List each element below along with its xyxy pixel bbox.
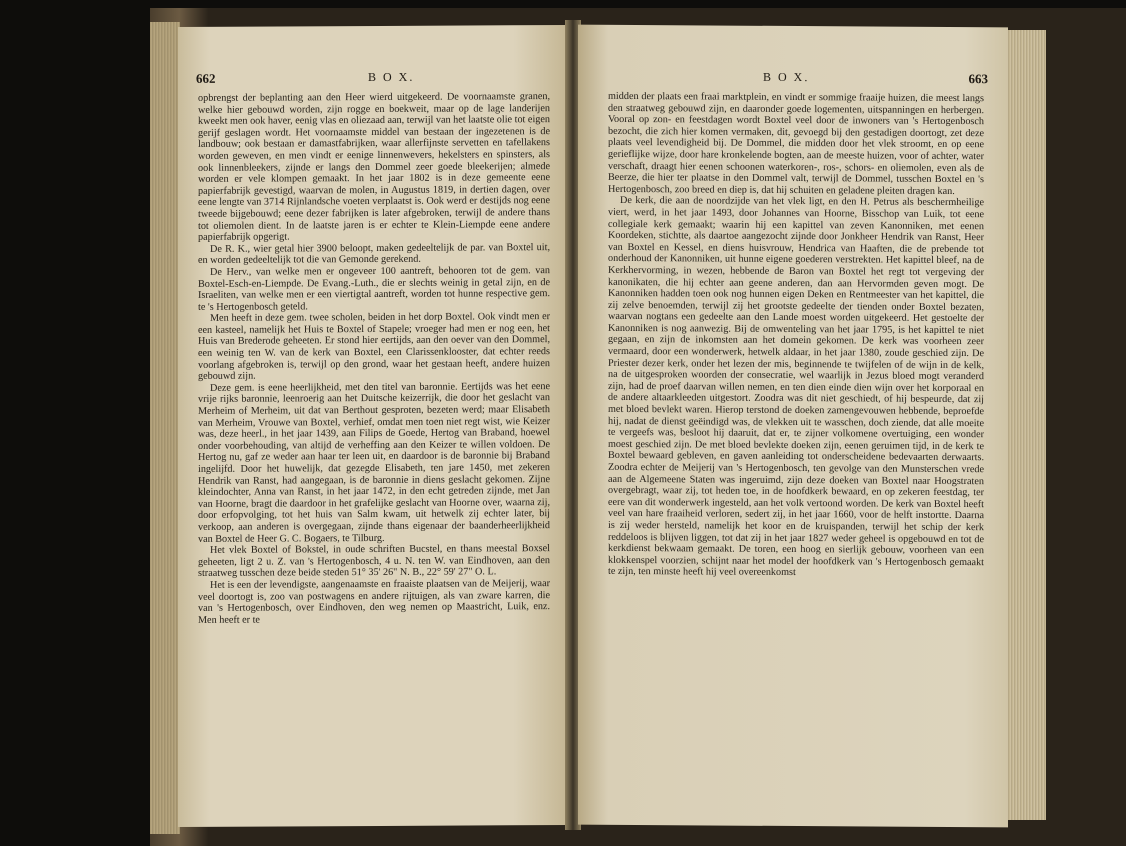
right-page-edges	[1006, 30, 1046, 820]
left-page-text	[198, 91, 550, 626]
right-running-head: B O X.	[763, 69, 810, 85]
right-page	[578, 25, 1008, 828]
paragraph: midden der plaats een fraai marktplein, en vindt er sommige fraaije huizen, die meest langs den straatweg gebouwd zijn, en daaronder goede logementen, uitspanningen en herbergen. Vooral op zon- en feestdagen wordt Boxtel veel door de inwoners van 's Hertogenbosch bezocht, die zich hier komen vermaken, dit, gevoegd bij den gestadigen doortogt, zet deze plaats veel levendigheid bij. De Dommel, die midden door het vlek stroomt, en op eene gerieflijke wijze, door hare kronkelende bogten, aan de meeste huizen, voor of achter, water verschaft, draagt hier eenen schoonen waterkoren-, ros-, schors- en oliemolen, even als de Beerze, die hier ter plaatse in den Dommel valt, terwijl de Dommel, tusschen Boxtel en 's Hertogenbosch, zoo breed en diep is, dat hij schuiten en geladene pleiten dragen kan.	[608, 90, 984, 197]
paragraph: Deze gem. is eene heerlijkheid, met den titel van baronnie. Eertijds was het eene vrije rijks baronnie, leenroerig aan het Duitsche keizerrijk, die door het geslacht van Merheim of Merheim, uit dat van Berthout gesproten, bezeten werd; maar Elisabeth van Merheim, Vrouwe van Boxtel, verhief, omdat men toen niet regt wist, wie Keizer was, deze heerl., in het jaar 1439, aan Filips de Goede, Hertog van Braband, hoewel onder voorbehouding, van altijd de verheffing aan den Keizer te willen voldoen. De Hertog nu, gaf ze weder aan haar ter leen uit, en daardoor is de baronnie bij Braband ingelijfd. Door het huwelijk, dat gezegde Elisabeth, ten jare 1450, met zekeren Hendrik van Ranst, had aangegaan, is de baronnie in diens geslacht gekomen. Zijne kleindochter, Anna van Ranst, in het jaar 1472, in den echt getreden zijnde, met Jan van Hoorne, bragt die daardoor in het grafelijke geslacht van Hoorne over, waarna zij, door erfopvolging, tot het huis van Salm kwam, uit hetwelk zij echter later, bij verkoop, aan anderen is overgegaan, zijnde thans eigenaar der baanderheerlijkheid van Boxtel de Heer G. C. Bogaers, te Tilburg.	[198, 380, 550, 545]
paragraph: De R. K., wier getal hier 3900 beloopt, maken gedeeltelijk de par. van Boxtel uit, en worden gedeeltelijk tot die van Gemonde gerekend.	[198, 241, 550, 267]
right-page-text	[608, 91, 984, 580]
paragraph: Het vlek Boxtel of Bokstel, in oude schriften Bucstel, en thans meestal Boxsel geheeten, ligt 2 u. Z. van 's Hertogenbosch, 4 u. N. ten W. van Eindhoven, aan den straatweg tusschen deze beide steden 51° 35' 26" N. B., 22° 59' 27" O. L.	[198, 543, 550, 580]
paragraph: De Herv., van welke men er ongeveer 100 aantreft, behooren tot de gem. van Boxtel-Esch-en-Liempde. De Evang.-Luth., die er slechts weinig in getal zijn, en de Israeliten, van welke men er een viertigtal aantreft, worden tot hunne respective gem. te 's Hertogenbosch geteld.	[198, 264, 550, 313]
left-page-edges	[150, 22, 180, 834]
left-page-number: 662	[196, 70, 216, 86]
right-page-number: 663	[968, 71, 988, 87]
paragraph: De kerk, die aan de noordzijde van het vlek ligt, en den H. Petrus als beschermheilige viert, werd, in het jaar 1493, door Johannes van Hoorne, Bisschop van Luik, tot eene collegiale kerk gemaakt; waarin hij een kapittel van zeven Kanonniken, met eenen Koordeken, stichtte, als daartoe aangezocht zijnde door Jonkheer Hendrik van Ranst, Heer van Boxtel en Kessel, en diens huisvrouw, Hendrica van Haaften, die de prebende tot onderhoud der Kanonniken, uit hunne eigene goederen verstrekten. Het kapittel bleef, na de Kerkhervorming, in wezen, hebbende de Baron van Boxtel het regt tot vergeving der kanonikaten, die hij echter aan geene anderen, dan aan Hervormden geven mogt. De Kanonniken hadden toen ook nog hunnen eigen Deken en Rentmeester van het kapittel, die zij zelve benoemden, terwijl zij het grootste gedeelte der tienden onder Boxtel bezaten, waarvan nogtans een gedeelte aan den Lande moest worden uitgekeerd. Het gestoelte der Kanonniken is nog aanwezig. Bij de omwenteling van het jaar 1795, is het kapittel te niet gegaan, en zijn de inkomsten aan het domein gekomen. De kerk was voorheen zeer vermaard, door een wonderwerk, hetwelk aldaar, in het jaar 1380, zoude geschied zijn. De Priester dezer kerk, onder het lezen der mis, beginnende te twijfelen of de wijn in de kelk, na de uitgesproken woorden der consecratie, wel waarlijk in Jezus bloed mogt veranderd zijn, had de proef daarvan willen nemen, en ten dien einde dien wijn over het korporaal en de andere altaarkleeden uitgestort. Zoodra was dit niet geschiedt, of hij bespeurde, dat zij met bloed bevlekt waren. Hierop terstond de doeken zamengevouwen hebbende, beproefde hij, nadat de dienst geëindigd was, de vlekken uit te wasschen, doch ziende, dat alle moeite te vergeefs was, besloot hij daaruit, dat er, te zijner volkomene overtuiging, een wonder moest geschied zijn. De met bloed bevlekte doeken zijn, eenen geruimen tijd, in de kerk te Boxtel bewaard gebleven, en gaven aanleiding tot onderscheidene bedevaarten derwaarts. Zoodra echter de Meijerij van 's Hertogenbosch, ten gevolge van den Munsterschen vrede aan de Algemeene Staten was ingeruimd, zijn deze doeken van Boxtel naar Hoogstraten overgebragt, waar zij, tot heden toe, in de hoofdkerk bewaard, en op zekeren feestdag, ter eere van dit wonderwerk ingesteld, aan het volk vertoond worden. De kerk van Boxtel heeft veel van hare fraaiheid verloren, sedert zij, in het jaar 1660, voor de helft instortte. Daarna is zij weder hersteld, namelijk het koor en de kruispanden, terwijl het schip der kerk reddeloos is blijven liggen, tot dat zij in het jaar 1827 weder geheel is opgebouwd en tot de kerkdienst bekwaam gemaakt. De toren, een hoog en sierlijk gebouw, voorheen van een klokkenspel voorzien, schijnt naar het model der hoofdkerk van 's Hertogenbosch gemaakt te zijn, ten minste heeft hij veel overeenkomst	[608, 195, 984, 579]
paragraph: Het is een der levendigste, aangenaamste en fraaiste plaatsen van de Meijerij, waar veel doortogt is, zoo van postwagens en andere rijtuigen, als van zware karren, die van 's Hertogenbosch, over Eindhoven, den weg nemen op Maastricht, Luik, enz. Men heeft er te	[198, 578, 550, 626]
left-page	[178, 25, 568, 827]
paragraph: Men heeft in deze gem. twee scholen, beiden in het dorp Boxtel. Ook vindt men er een kasteel, namelijk het Huis te Boxtel of Stapele; vroeger had men er nog een, het Huis van Brederode geheeten. Er stond hier eertijds, aan den oever van den Dommel, een weinig ten W. van de kerk van Boxtel, een Clarissenklooster, dat echter reeds voorlang afgebroken is, terwijl op den grond, waar het gestaan heeft, andere huizen gebouwd zijn.	[198, 311, 550, 383]
paragraph: opbrengst der beplanting aan den Heer wierd uitgekeerd. De voornaamste granen, welke hier gebouwd worden, zijn rogge en boekweit, maar op de lage landerijen kweekt men ook haver, eenig vlas en oliezaad aan, terwijl van het laatste olie tot eigen gerijf geslagen wordt. Het voornaamste middel van bestaan der ingezetenen is de landbouw; ook bestaan er damastfabrijken, waar allerfijnste servetten en tafellakens worden geweven, en men vindt er eenige linnenwevers, hekelsters en spinsters, als ook linnenbleekers, zijnde er langs den Dommel zeer goede bleekerijen; almede worden er vele klompen gemaakt. In het jaar 1802 is in deze gemeente eene papierfabrijk gevestigd, waarvan de molen, in Augustus 1819, in dertien dagen, over eene lengte van 3714 Rijnlandsche voeten verplaatst is. Ook werd er destijds nog eene tweede bijgebouwd; eene dezer fabrijken is later afgebroken, terwijl de andere thans tot oliemolen dient. In de laatste jaren is er echter te Klein-Liempde eene andere papierfabrijk opgerigt.	[198, 91, 550, 244]
left-running-head: B O X.	[368, 69, 415, 85]
